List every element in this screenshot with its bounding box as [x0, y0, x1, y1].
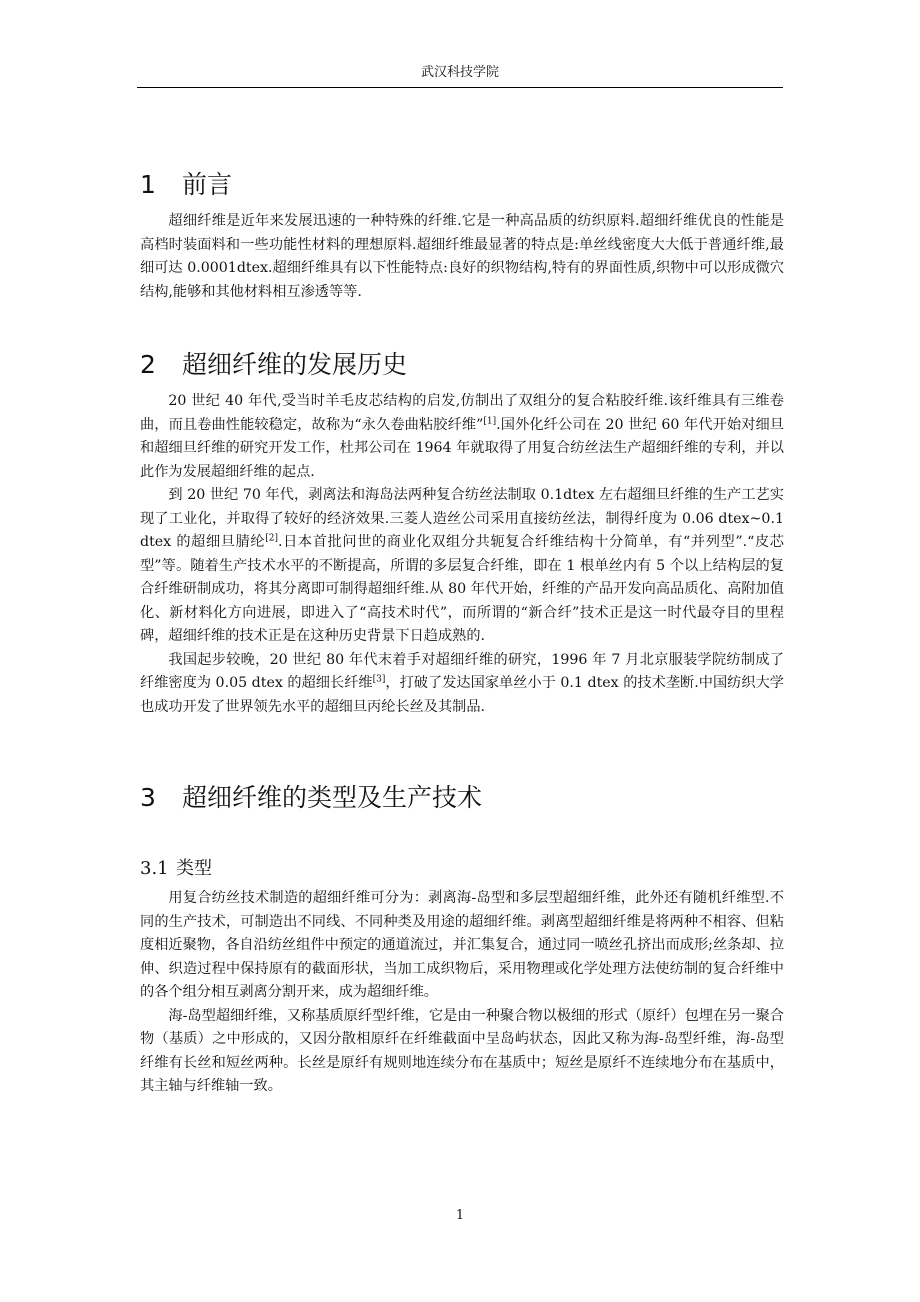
subsection-title: 类型	[176, 858, 212, 879]
paragraph: 到 20 世纪 70 年代，剥离法和海岛法两种复合纺丝法制取 0.1dtex 左右超细旦纤维的生产工艺实现了工业化，并取得了较好的经济效果.三菱人造丝公司采用直接纺丝法，制得纤度为 0.06 dtex~0.1 dtex 的超细旦腈纶[2].日本首批问世的商业化双组分共轭复合纤维结构十分简单，有“并列型”.“皮芯型”等。随着生产技术水平的不断提高，所谓的多层复合纤维，即在 1 根单丝内有 5 个以上结构层的复合纤维研制成功，将其分离即可制得超细纤维.从 80 年代开始，纤维的产品开发向高品质化、高附加值化、新材料化方向进展，即进入了“高技术时代”，而所谓的“新合纤”技术正是这一时代最夺目的里程碑，超细纤维的技术正是在这种历史背景下日趋成熟的.	[140, 487, 784, 644]
paragraph: 我国起步较晚，20 世纪 80 年代末着手对超细纤维的研究，1996 年 7 月北京服装学院纺制成了纤维密度为 0.05 dtex 的超细长纤维[3]，打破了发达国家单丝小于 0.1 dtex 的技术垄断.中国纺织大学也成功开发了世界领先水平的超细旦丙纶长丝及其制品.	[140, 651, 784, 715]
document-body	[140, 160, 784, 1099]
section-number: 1	[140, 170, 156, 199]
section-title: 超细纤维的发展历史	[182, 350, 408, 379]
paragraph: 超细纤维是近年来发展迅速的一种特殊的纤维.它是一种高品质的纺织原料.超细纤维优良的性能是高档时装面料和一些功能性材料的理想原料.超细纤维最显著的特点是:单丝线密度大大低于普通纤维,最细可达 0.0001dtex.超细纤维具有以下性能特点:良好的织物结构,特有的界面性质,织物中可以形成微穴结构,能够和其他材料相互渗透等等.	[140, 213, 784, 300]
section-number: 2	[140, 350, 156, 379]
paragraph: 20 世纪 40 年代,受当时羊毛皮芯结构的启发,仿制出了双组分的复合粘胶纤维.该纤维具有三维卷曲，而且卷曲性能较稳定，故称为“永久卷曲粘胶纤维”[1].国外化纤公司在 20 世纪 60 年代开始对细旦和超细旦纤维的研究开发工作，杜邦公司在 1964 年就取得了用复合纺丝法生产超细纤维的专利，并以此作为发展超细纤维的起点.	[140, 393, 784, 480]
paragraph: 用复合纺丝技术制造的超细纤维可分为：剥离海-岛型和多层型超细纤维，此外还有随机纤维型.不同的生产技术，可制造出不同线、不同种类及用途的超细纤维。剥离型超细纤维是将两种不相容、但粘度相近聚物，各自沿纺丝组件中预定的通道流过，并汇集复合，通过同一喷丝孔挤出而成形;丝条却、拉伸、织造过程中保持原有的截面形状，当加工成织物后，采用物理或化学处理方法使纺制的复合纤维中的各个组分相互剥离分割开来，成为超细纤维。	[140, 890, 784, 1000]
subsection-number: 3.1	[140, 858, 169, 879]
citation-ref[interactable]: [1]	[483, 415, 497, 426]
citation-ref[interactable]: [3]	[372, 674, 386, 685]
section-heading-3	[140, 773, 784, 823]
citation-ref[interactable]: [2]	[265, 533, 278, 544]
section-title: 前言	[182, 170, 233, 199]
paragraph: 海-岛型超细纤维，又称基质原纤型纤维，它是由一种聚合物以极细的形式（原纤）包埋在另一聚合物（基质）之中形成的，又因分散相原纤在纤维截面中呈岛屿状态，因此又称为海-岛型纤维，海-岛型纤维有长丝和短丝两种。长丝是原纤有规则地连续分布在基质中；短丝是原纤不连续地分布在基质中，其主轴与纤维轴一致。	[140, 1007, 784, 1094]
section-number: 3	[140, 783, 156, 812]
section-title: 超细纤维的类型及生产技术	[182, 783, 483, 812]
page-header	[137, 63, 783, 88]
page-number: 1	[455, 1208, 465, 1223]
section-heading-1	[140, 160, 784, 210]
section-heading-2	[140, 340, 784, 390]
subsection-heading-3-1	[140, 851, 784, 887]
header-institution: 武汉科技学院	[420, 65, 499, 80]
